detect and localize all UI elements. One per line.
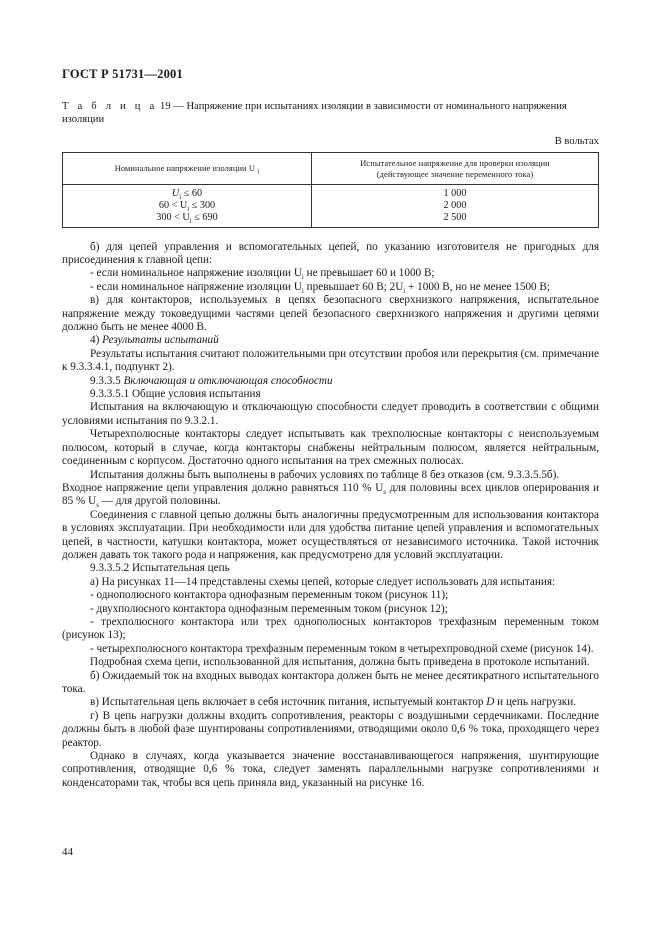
body-text	[62, 241, 599, 791]
paragraph: Подробная схема цепи, использованной для испытания, должна быть приведена в протоколе испытаний.	[90, 656, 590, 669]
section-heading: 9.3.3.5 Включающая и отключающая способности	[90, 374, 333, 387]
paragraph: Испытания должны быть выполнены в рабочих условиях по таблице 8 без отказов (см. 9.3.3.5.5б).	[90, 468, 560, 481]
paragraph: - если номинальное напряжение изоляции $U_i$ превышает 60 В; $2U_i + 1000$ В, но не менее 1500 В;	[90, 280, 550, 296]
table-caption-text: 19 — Напряжение при испытаниях изоляции в зависимости от номинального напряжения изоляции	[62, 101, 567, 125]
subsection-heading: 9.3.3.5.1 Общие условия испытания	[90, 388, 261, 401]
table-header-nominal-voltage: Номинальное напряжение изоляции U $_i$	[63, 153, 312, 185]
paragraph: а) На рисунках 11—14 представлены схемы цепей, которые следует использовать для испытания:	[90, 575, 556, 588]
paragraph: Однако в случаях, когда указывается значение восстанавливающегося напряжения, шунтирующие сопротивления, отводящие 0,6 % тока, следует заменять параллельными нагрузке сопротивлениями и конденсаторами так, чтобы вся цепь приняла вид, указанный на рисунке 16.	[62, 750, 599, 789]
table-caption	[62, 101, 599, 126]
page-number: 44	[62, 846, 73, 858]
insulation-voltage-table	[62, 152, 599, 228]
paragraph: б) Ожидаемый ток на входных выводах контактора должен быть не менее десятикратного испытательного тока.	[62, 669, 599, 696]
list-item: - четырехполюсного контактора трехфазным переменным током в четырехпроводной схеме (рисунок 14).	[90, 642, 594, 655]
table-row-1-range: $U_i \le 60$	[171, 188, 203, 202]
table-caption-prefix: Т а б л и ц а	[62, 101, 158, 113]
table-row-2-range: $60 < U_i \le 300$	[158, 200, 216, 214]
list-item: - однополюсного контактора однофазным переменным током (рисунок 11);	[90, 589, 449, 602]
list-item: - двухполюсного контактора однофазным переменным током (рисунок 12);	[90, 602, 448, 615]
table-row-3-range: $300 < U_i \le 690$	[156, 212, 218, 226]
table-cell-nominal-voltages	[63, 185, 312, 228]
table-cell-test-voltages	[312, 185, 599, 228]
paragraph: б) для цепей управления и вспомогательных цепей, по указанию изготовителя не пригодных для присоединения к главной цепи:	[62, 240, 599, 267]
paragraph: Испытания на включающую и отключающую способности следует проводить в соответствии с общими условиями испытания по 9.3.2.1.	[62, 401, 599, 427]
table-header-row	[63, 153, 599, 185]
section-heading: 4) Результаты испытаний	[90, 334, 219, 347]
paragraph: Входное напряжение цепи управления должно равняться 110 % $U_s$ для половины всех циклов оперирования и 85 % $U_s$ — для другой половины.	[62, 481, 600, 510]
document-title: ГОСТ Р 51731—2001	[62, 67, 183, 81]
paragraph: Результаты испытания считают положительными при отсутствии пробоя или перекрытия (см. примечание к 9.3.3.4.1, подпункт 2).	[62, 347, 599, 374]
paragraph: - если номинальное напряжение изоляции $U_i$ не превышает 60 и 1000 В;	[90, 267, 435, 282]
table-row-2-value: 2 000	[443, 200, 467, 212]
table-row-3-value: 2 500	[443, 212, 467, 224]
subsection-heading: 9.3.3.5.2 Испытательная цепь	[90, 562, 230, 575]
paragraph: Соединения с главной цепью должны быть аналогичны предусмотренным для использования контактора в условиях эксплуатации. При необходимости или для удобства питание цепей управления и вспомогательных цепей, в частности, катушки контактора, может осуществляться от независимого источника. Такой источник должен давать ток такого рода и напряжения, как предусмотрено для условий эксплуатации.	[62, 508, 599, 561]
list-item: - трехполюсного контактора или трех однополюсных контакторов трехфазным переменным током (рисунок 13);	[62, 615, 599, 642]
table-row-1-value: 1 000	[443, 188, 467, 199]
paragraph: Четырехполюсные контакторы следует испытывать как трехполюсные контакторы с неиспользуемым полюсом, который в случае, когда контакторы снабжены нейтральным полюсом, является нейтральным, соединенным с корпусом. Достаточно одного испытания на трех смежных полюсах.	[62, 428, 599, 468]
paragraph: г) В цепь нагрузки должны входить сопротивления, реакторы с воздушными сердечниками. Последние должны быть в любой фазе шунтированы сопротивлениями, отводящими около 0,6 % тока, проходящего через реактор.	[62, 709, 599, 749]
paragraph: в) Испытательная цепь включает в себя источник питания, испытуемый контактор D и цепь нагрузки.	[90, 696, 576, 709]
paragraph: в) для контакторов, используемых в цепях безопасного сверхнизкого напряжения, испытательное напряжение между токоведущими частями цепей безопасного сверхнизкого напряжения и другими цепями должно быть не менее 4000 В.	[62, 294, 599, 334]
table-units: В вольтах	[554, 135, 599, 147]
table-body-row	[63, 185, 599, 228]
table-header-test-voltage: Испытательное напряжение для проверки изоляции (действующее значение переменного тока)	[312, 153, 599, 185]
